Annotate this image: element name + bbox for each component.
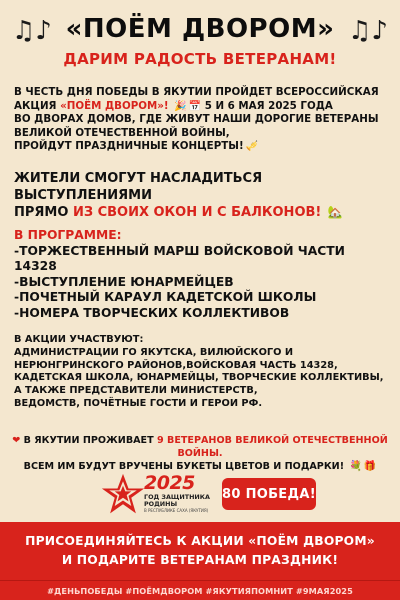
- participants-line: НЕРЮНГРИНСКОГО РАЙОНОВ,ВОЙСКОВАЯ ЧАСТЬ 14328,: [14, 359, 338, 371]
- announcement-line: ВО ДВОРАХ ДОМОВ, ГДЕ ЖИВУТ НАШИ ДОРОГИЕ ВЕТЕРАНЫ: [14, 113, 379, 126]
- logo-caption: ГОД ЗАЩИТНИКА РОДИНЫ: [144, 493, 210, 508]
- house-icon: 🏡: [327, 205, 343, 219]
- announcement-line: ПРОЙДУТ ПРАЗДНИЧНЫЕ КОНЦЕРТЫ! 🎺: [14, 140, 259, 153]
- logo-region: В РЕСПУБЛИКЕ САХА (ЯКУТИЯ): [144, 508, 209, 513]
- residents-line: ЖИТЕЛИ СМОГУТ НАСЛАДИТЬСЯ ВЫСТУПЛЕНИЯМИ: [14, 171, 263, 203]
- gift-icon: 🎁: [363, 461, 377, 472]
- announcement-paragraph: [14, 86, 390, 154]
- program-item: -ПОЧЕТНЫЙ КАРАУЛ КАДЕТСКОЙ ШКОЛЫ: [14, 290, 317, 304]
- participants-line: АДМИНИСТРАЦИИ ГО ЯКУТСКА, ВИЛЮЙСКОГО И: [14, 346, 294, 358]
- heart-icon: ❤: [12, 435, 21, 446]
- call-to-action-banner: [0, 522, 400, 580]
- residents-paragraph: [14, 170, 390, 221]
- participants-line: А ТАКЖЕ ПРЕДСТАВИТЕЛИ МИНИСТЕРСТВ,: [14, 385, 258, 397]
- hashtags-bar: #ДЕНЬПОБЕДЫ #ПОЁМДВОРОМ #ЯКУТИЯПОМНИТ #9МАЯ2025: [0, 580, 400, 600]
- logo-year: 2025: [144, 472, 195, 494]
- announcement-line: АКЦИЯ «ПОЁМ ДВОРОМ»! 🎉 📅 5 И 6 МАЯ 2025 ГОДА: [14, 99, 333, 112]
- program-item: -ТОРЖЕСТВЕННЫЙ МАРШ ВОЙСКОВОЙ ЧАСТИ 14328: [14, 243, 345, 273]
- program-item: -ВЫСТУПЛЕНИЕ ЮНАРМЕЙЦЕВ: [14, 274, 234, 289]
- program-item: -НОМЕРА ТВОРЧЕСКИХ КОЛЛЕКТИВОВ: [14, 305, 290, 320]
- announcement-line: ВЕЛИКОЙ ОТЕЧЕСТВЕННОЙ ВОЙНЫ,: [14, 126, 230, 139]
- action-name: «ПОЁМ ДВОРОМ»!: [60, 99, 169, 112]
- poster-title: «ПОЁМ ДВОРОМ»: [65, 14, 335, 44]
- participants-line: КАДЕТСКАЯ ШКОЛА, ЮНАРМЕЙЦЫ, ТВОРЧЕСКИЕ КОЛЛЕКТИВЫ,: [14, 372, 384, 384]
- residents-line: ПРЯМО ИЗ СВОИХ ОКОН И С БАЛКОНОВ! 🏡: [14, 205, 343, 220]
- participants-heading: В АКЦИИ УЧАСТВУЮТ:: [14, 334, 144, 345]
- program-section: [14, 228, 390, 321]
- music-notes-icon: ♫♪: [12, 16, 52, 46]
- victory-80-badge: 80 ПОБЕДА!: [222, 478, 316, 510]
- veterans-note: ❤ В ЯКУТИИ ПРОЖИВАЕТ 9 ВЕТЕРАНОВ ВЕЛИКОЙ ОТЕЧЕСТВЕННОЙ ВОЙНЫ. ВСЕМ ИМ БУДУТ ВРУЧЕНЫ БУКЕТЫ ЦВЕТОВ И ПОДАРКИ! 💐 🎁: [12, 435, 388, 472]
- music-notes-icon: ♫♪: [348, 16, 388, 46]
- participants-line: ВЕДОМСТВ, ПОЧЁТНЫЕ ГОСТИ И ГЕРОИ РФ.: [14, 397, 263, 409]
- cta-line: И ПОДАРИТЕ ВЕТЕРАНАМ ПРАЗДНИК!: [61, 553, 339, 567]
- calendar-icon: 📅: [188, 100, 202, 112]
- announcement-line: В ЧЕСТЬ ДНЯ ПОБЕДЫ В ЯКУТИИ ПРОЙДЕТ ВСЕРОССИЙСКАЯ: [14, 86, 379, 98]
- participants-section: [14, 334, 390, 411]
- star-emblem-icon: [100, 472, 146, 518]
- cta-line: ПРИСОЕДИНЯЙТЕСЬ К АКЦИИ «ПОЁМ ДВОРОМ»: [25, 534, 375, 548]
- program-heading: В ПРОГРАММЕ:: [14, 228, 122, 242]
- trumpet-icon: 🎺: [245, 141, 259, 153]
- bouquet-icon: 💐: [349, 461, 362, 472]
- party-popper-icon: 🎉: [174, 100, 187, 112]
- poster-subtitle: ДАРИМ РАДОСТЬ ВЕТЕРАНАМ!: [63, 50, 337, 68]
- year-of-defender-logo: [100, 470, 210, 522]
